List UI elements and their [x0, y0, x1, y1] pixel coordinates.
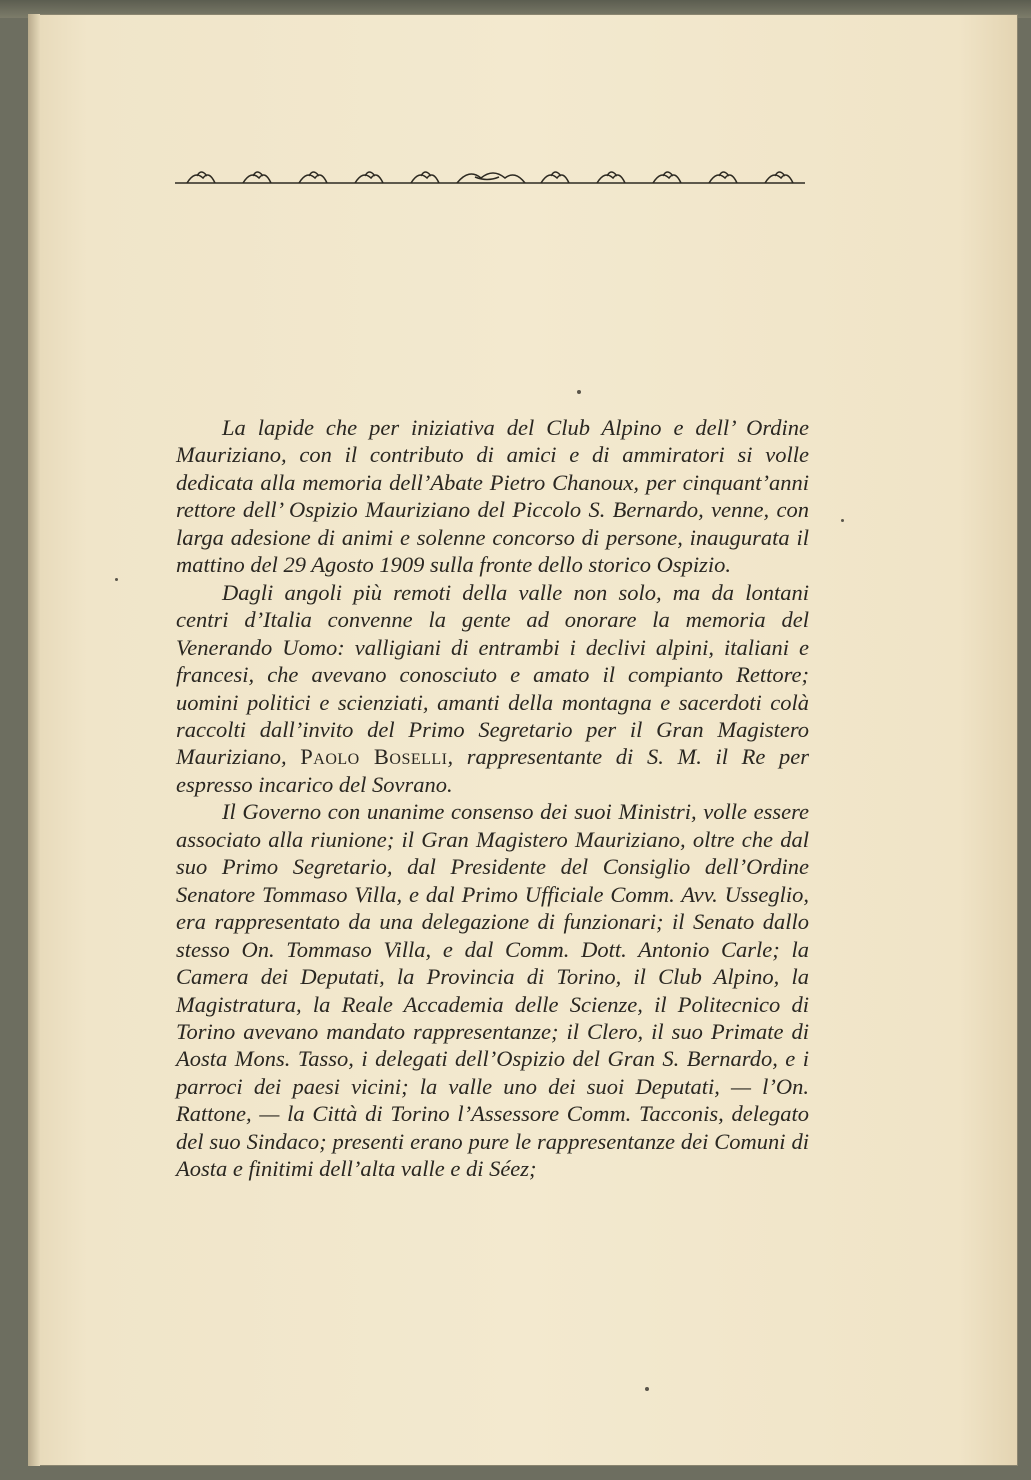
paragraph-1-text: La lapide che per iniziativa del Club Alpino e dell’ Ordine Mauriziano, con il contributo di amici e di ammiratori si volle dedicata alla memoria dell’Abate Pietro Chanoux, per cinquant’anni rettore dell’ Ospizio Mauriziano del Piccolo S. Bernardo, venne, con larga adesione di animi e solenne concorso di persone, inaugurata il mattino del 29 Agosto 1909 sulla fronte dello storico Ospizio.: [176, 415, 809, 578]
paper-speck: [841, 519, 844, 522]
paragraph-2: [176, 579, 809, 799]
body-text: [176, 414, 809, 1183]
paper-speck: [577, 390, 581, 394]
paragraph-2-text-a: Dagli angoli più remoti della valle non solo, ma da lontani centri d’Italia convenne la gente ad onorare la memoria del Venerando Uomo: valligiani di entrambi i declivi alpini, italiani e francesi, che avevano conosciuto e amato il compianto Rettore; uomini politici e scienziati, amanti della montagna e sacerdoti colà raccolti dall’invito del Primo Segretario per il Gran Magistero Mauriziano,: [176, 579, 809, 770]
decorative-rule-ornament: [175, 166, 805, 188]
page-gutter: [28, 14, 40, 1466]
name-paolo-boselli: Paolo Boselli: [300, 744, 448, 770]
paragraph-3: [176, 798, 809, 1182]
paper-speck: [645, 1387, 649, 1391]
paragraph-1: [176, 414, 809, 579]
paper-speck: [115, 578, 118, 581]
paragraph-3-text: Il Governo con unanime consenso dei suoi Ministri, volle essere associato alla riunione; il Gran Magistero Mauriziano, oltre che dal suo Primo Segretario, dal Presidente del Consiglio dell’Ordine Senatore Tommaso Villa, e dal Primo Ufficiale Comm. Avv. Usseglio, era rappresentato da una delegazione di funzionari; il Senato dallo stesso On. Tommaso Villa, e dal Comm. Dott. Antonio Carle; la Camera dei Deputati, la Provincia di Torino, il Club Alpino, la Magistratura, la Reale Accademia delle Scienze, il Politecnico di Torino avevano mandato rappresentanze; il Clero, il suo Primate di Aosta Mons. Tasso, i delegati dell’Ospizio del Gran S. Bernardo, e i parroci dei paesi vicini; la valle uno dei suoi Deputati, — l’On. Rattone, — la Città di Torino l’Assessore Comm. Tacconis, delegato del suo Sindaco; presenti erano pure le rappresentanze dei Comuni di Aosta e finitimi dell’alta valle e di Séez;: [176, 799, 809, 1182]
paragraph-2-text-b: , rappresentante di S. M. il Re per espresso incarico del Sovrano.: [176, 744, 809, 797]
